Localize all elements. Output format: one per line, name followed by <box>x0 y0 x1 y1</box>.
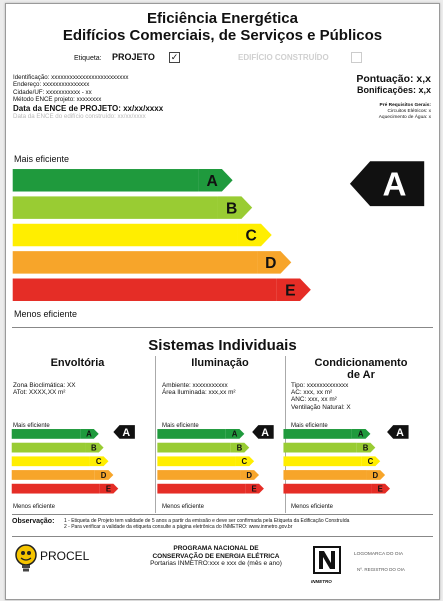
program-line2: CONSERVAÇÃO DE ENERGIA ELÉTRICA <box>152 552 280 560</box>
envoltoria-area: ATot: XXXX,XX m² <box>13 389 66 397</box>
iluminacao-label-b: B <box>236 443 243 453</box>
cidade: Cidade/UF: xxxxxxxxxxx - xx <box>13 88 92 96</box>
main-mais-eficiente: Mais eficiente <box>14 154 70 164</box>
envoltoria-zona: Zona Bioclimática: XX <box>13 382 76 389</box>
iluminacao-bar-e <box>157 484 245 494</box>
envoltoria-label-a: A <box>86 429 92 439</box>
main-bar-b <box>13 196 218 218</box>
circuitos: Circuitos Elétricos: x <box>387 108 431 114</box>
iluminacao-menos: Menos eficiente <box>162 504 205 510</box>
condicionamento-menos: Menos eficiente <box>291 504 334 510</box>
envoltoria-label-e: E <box>105 484 112 494</box>
main-bar-a <box>13 169 199 191</box>
construido-label: EDIFÍCIO CONSTRUÍDO <box>238 53 329 62</box>
condicionamento-bar-e <box>283 484 371 494</box>
condicionamento-bar-c <box>283 456 361 466</box>
procel-label: PROCEL <box>40 549 90 563</box>
iluminacao-area: Área Iluminada: xxx,xx m² <box>162 389 236 397</box>
iluminacao-ambiente: Ambiente: xxxxxxxxxxx <box>162 382 228 389</box>
main-label-c: C <box>245 227 257 245</box>
systems-title: Sistemas Individuais <box>148 337 297 354</box>
condicionamento-tipo: Tipo: xxxxxxxxxxxxx <box>291 382 349 389</box>
main-menos-eficiente: Menos eficiente <box>14 309 78 319</box>
envoltoria-mais: Mais eficiente <box>13 423 50 429</box>
main-label-e: E <box>285 282 296 300</box>
observacao-label: Observação: <box>12 518 55 525</box>
envoltoria-menos: Menos eficiente <box>13 504 56 510</box>
main-bar-e <box>13 279 277 301</box>
envoltoria-title: Envoltória <box>50 357 105 369</box>
data-projeto: Data da ENCE de PROJETO: xx/xx/xxxx <box>13 103 164 113</box>
main-bar-c <box>13 224 238 246</box>
aquecimento: Aquecimento de Água: x <box>378 114 431 120</box>
observacao-line2: 2 - Para verificar a validade da etiqueta consulte a página eletrônica do INMETRO: www.inmetro.gov.br <box>64 524 293 530</box>
iluminacao-rating-letter: A <box>261 426 269 439</box>
condicionamento-anc: ANC: xxx, xx m² <box>291 396 337 404</box>
iluminacao-bar-b <box>157 443 230 453</box>
registro-oia: Nº. REGISTRO DO OIA <box>357 567 405 572</box>
condicionamento-ventilacao: Ventilação Natural: X <box>291 403 351 411</box>
identificacao: Identificação: xxxxxxxxxxxxxxxxxxxxxxxxx <box>13 74 129 81</box>
projeto-checkbox[interactable]: ✓ <box>170 52 179 62</box>
envoltoria-bar-b <box>12 443 85 453</box>
logo-oia: LOGOMARCA DO OIA <box>354 552 404 557</box>
endereco: Endereço: xxxxxxxxxxxxxxx <box>13 81 90 89</box>
iluminacao-label-d: D <box>246 470 253 480</box>
bonificacoes: Bonificações: x,x <box>356 85 431 95</box>
condicionamento-label-d: D <box>372 470 379 480</box>
iluminacao-title: Iluminação <box>191 357 249 369</box>
envoltoria-label-c: C <box>95 457 102 467</box>
title-line2: Edifícios Comerciais, de Serviços e Públicos <box>62 27 383 44</box>
etiqueta-label: Etiqueta: <box>74 55 102 62</box>
condicionamento-label-b: B <box>362 443 369 453</box>
envoltoria-bar-c <box>12 456 90 466</box>
condicionamento-rating-letter: A <box>396 426 404 439</box>
title-line1: Eficiência Energética <box>147 10 298 27</box>
condicionamento-label-a: A <box>357 429 364 439</box>
metodo: Método ENCE projeto: xxxxxxxx <box>13 96 102 104</box>
main-bar-d <box>13 251 257 273</box>
prereq-title: Pré Requisitos Gerais: <box>379 103 431 108</box>
envoltoria-rating-letter: A <box>122 426 131 439</box>
main-label-b: B <box>226 200 238 218</box>
envoltoria-bar-a <box>12 429 80 439</box>
projeto-label: PROJETO <box>112 52 155 62</box>
iluminacao-bar-d <box>157 470 240 480</box>
condicionamento-ac: AC: xxx, xx m² <box>291 389 333 397</box>
observacao-line1: 1 - Etiqueta de Projeto tem validade de 5 anos a partir da emissão e deve ser confirmada pela Etiqueta da Edificação Construída <box>64 518 350 524</box>
condicionamento-bar-b <box>283 443 356 453</box>
pontuacao: Pontuação: x,x <box>356 73 431 85</box>
inmetro-label: INMETRO <box>311 579 332 584</box>
envoltoria-bar-e <box>12 484 100 494</box>
condicionamento-title-line2: de Ar <box>347 369 375 381</box>
envoltoria-bar-d <box>12 470 95 480</box>
envoltoria-label-d: D <box>100 470 107 480</box>
portarias: Portarias INMETRO:xxx e xxx de (mês e ano) <box>150 560 282 567</box>
condicionamento-bar-a <box>283 429 351 439</box>
main-label-d: D <box>265 255 277 273</box>
program-line1: PROGRAMA NACIONAL DE <box>173 545 259 552</box>
main-label-a: A <box>206 172 218 190</box>
condicionamento-label-c: C <box>367 457 374 467</box>
envoltoria-label-b: B <box>91 443 97 453</box>
iluminacao-bar-a <box>157 429 225 439</box>
iluminacao-label-a: A <box>231 429 238 439</box>
iluminacao-label-e: E <box>251 484 257 494</box>
condicionamento-mais: Mais eficiente <box>291 423 328 429</box>
iluminacao-label-c: C <box>241 457 248 467</box>
condicionamento-label-e: E <box>377 484 383 494</box>
iluminacao-mais: Mais eficiente <box>162 423 199 429</box>
iluminacao-bar-c <box>157 456 235 466</box>
main-rating-letter: A <box>382 166 407 204</box>
condicionamento-title-line1: Condicionamento <box>314 357 408 369</box>
data-construido: Data da ENCE do edifício construído: xx/xx/xxxx <box>13 112 146 120</box>
condicionamento-bar-d <box>283 470 366 480</box>
